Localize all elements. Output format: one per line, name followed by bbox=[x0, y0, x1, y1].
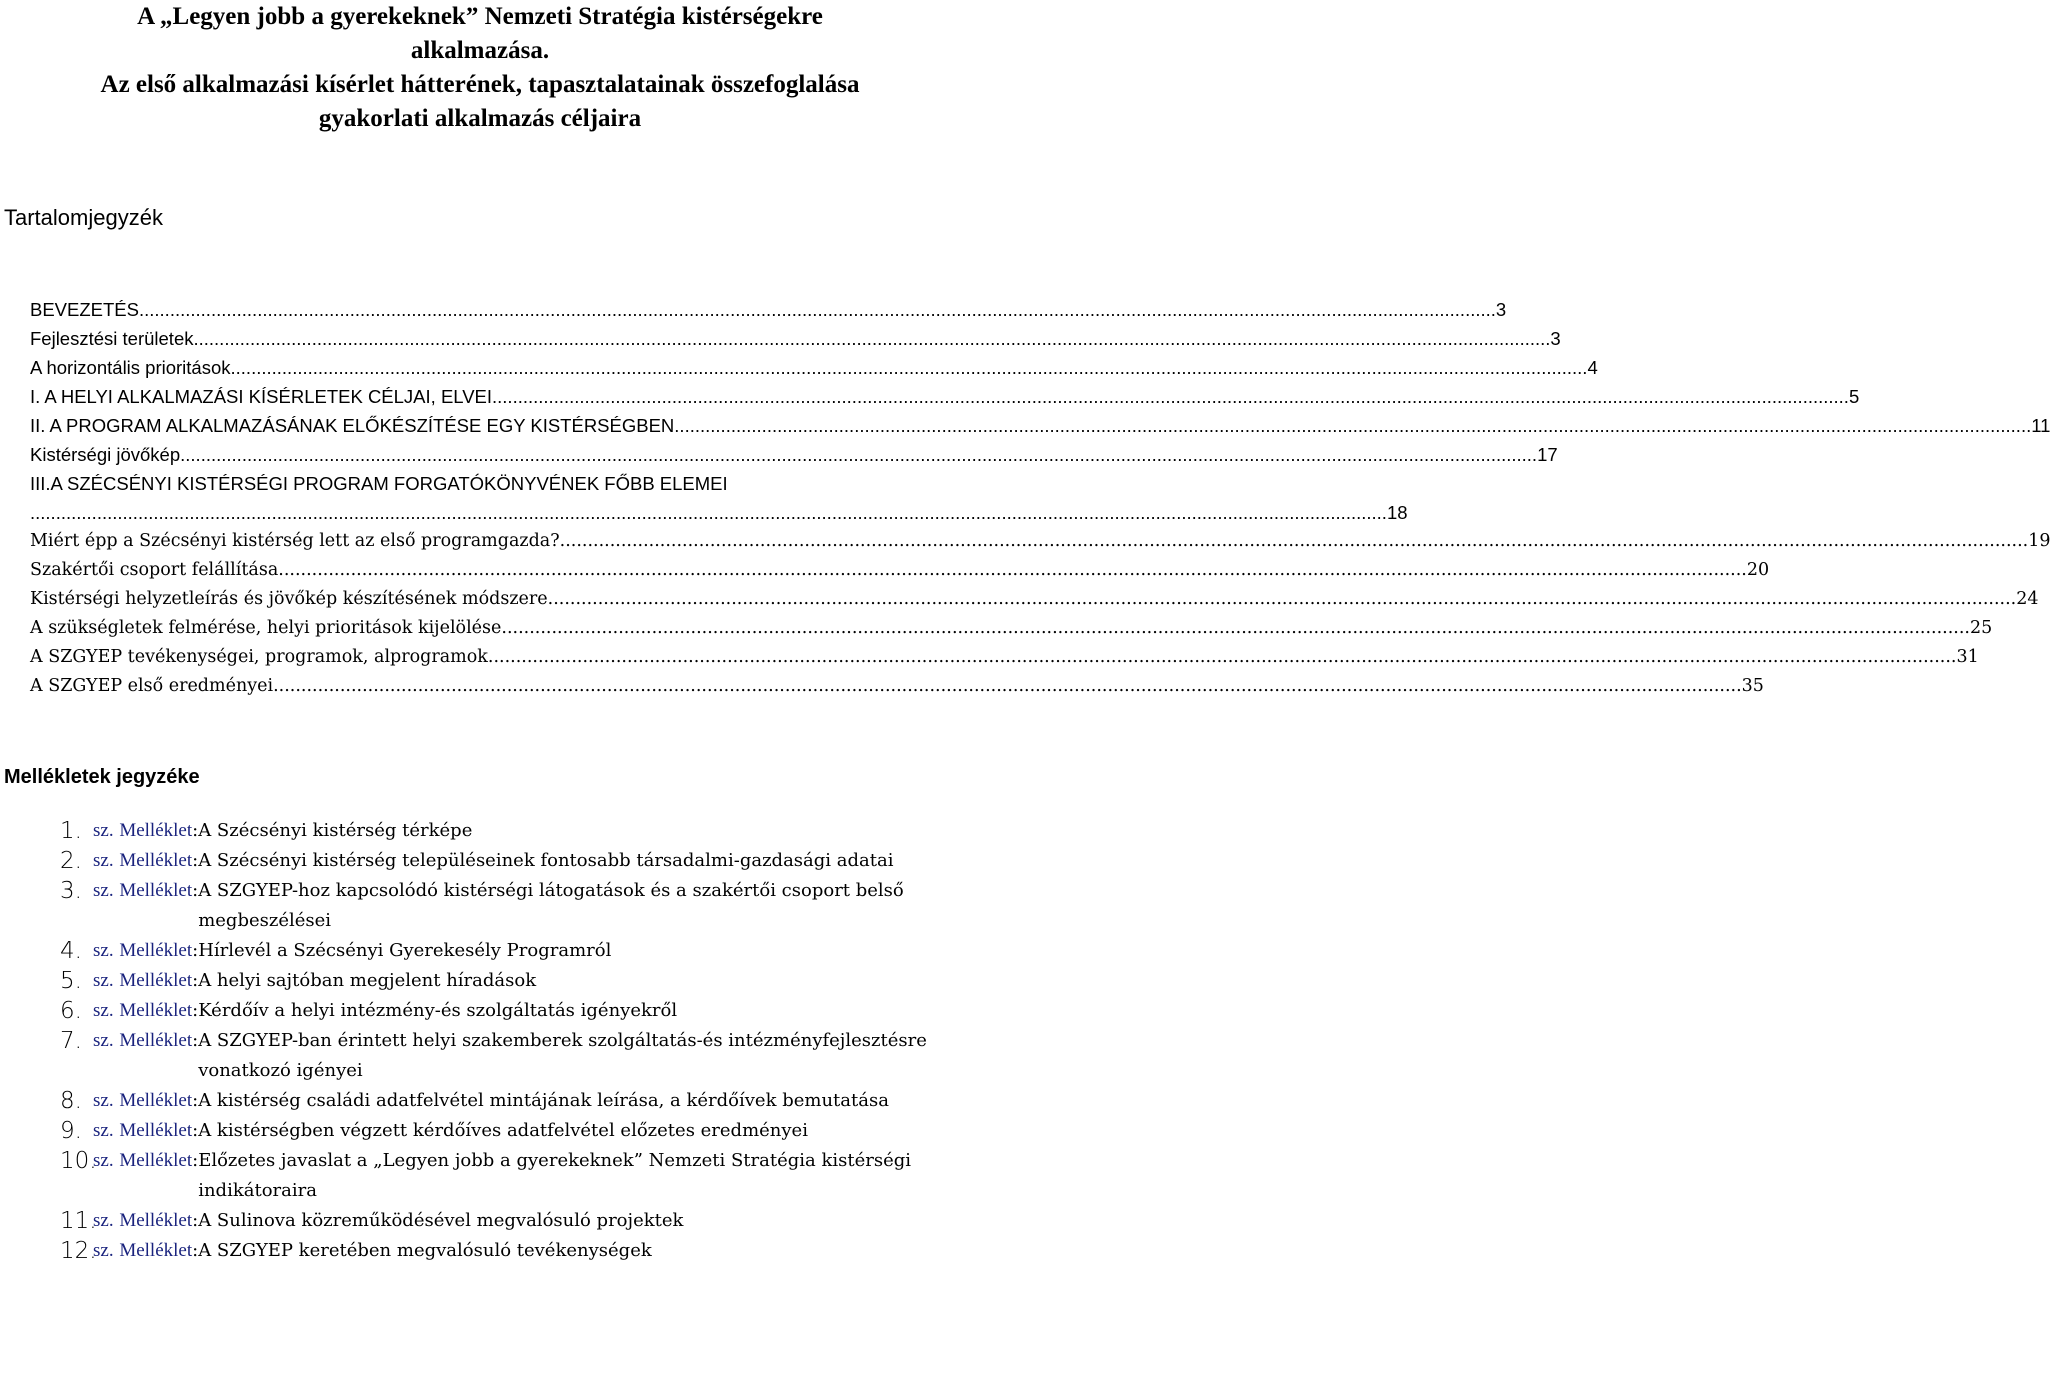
title-line-1: A „Legyen jobb a gyerekeknek” Nemzeti Stratégia kistérségekre bbox=[137, 3, 823, 30]
annex-sz-label: sz. bbox=[93, 1000, 114, 1021]
annex-item: 6. sz. Melléklet: Kérdőív a helyi intézmény-és szolgáltatás igényekről bbox=[60, 996, 940, 1026]
annex-mell-label: Melléklet bbox=[119, 820, 193, 841]
annex-text: A Sulinova közreműködésével megvalósuló projektek bbox=[198, 1210, 684, 1231]
annex-item: 2. sz. Melléklet: A Szécsényi kistérség településeinek fontosabb társadalmi-gazdasági adatai bbox=[60, 846, 940, 876]
annex-sz-label: sz. bbox=[93, 1240, 114, 1261]
annex-number: 1. bbox=[60, 818, 82, 844]
annex-sz-label: sz. bbox=[93, 1120, 114, 1141]
subtitle-line-2: gyakorlati alkalmazás céljaira bbox=[318, 105, 642, 132]
annex-item: 3. sz. Melléklet: A SZGYEP-hoz kapcsolódó kistérségi látogatások és a szakértői csoport belső megbeszélései bbox=[60, 876, 940, 936]
annex-number: 9. bbox=[60, 1118, 82, 1144]
annex-sz-label: sz. bbox=[93, 850, 114, 871]
annex-text: A Szécsényi kistérség településeinek fontosabb társadalmi-gazdasági adatai bbox=[198, 850, 894, 871]
annex-sz-label: sz. bbox=[93, 970, 114, 991]
annex-item: 1. sz. Melléklet: A Szécsényi kistérség térképe bbox=[60, 816, 940, 846]
table-of-contents bbox=[30, 295, 2050, 701]
annex-item: 11. sz. Melléklet: A Sulinova közreműködésével megvalósuló projektek bbox=[60, 1206, 940, 1236]
annex-number: 5. bbox=[60, 968, 82, 994]
annex-text: A SZGYEP keretében megvalósuló tevékenységek bbox=[198, 1240, 652, 1261]
annex-mell-label: Melléklet bbox=[119, 1120, 193, 1141]
annex-item: 4. sz. Melléklet: Hírlevél a Szécsényi Gyerekesély Programról bbox=[60, 936, 940, 966]
annex-number: 2. bbox=[60, 848, 82, 874]
annex-sz-label: sz. bbox=[93, 940, 114, 961]
annex-text: A SZGYEP-hoz kapcsolódó kistérségi látogatások és a szakértői csoport belső megbeszélései bbox=[198, 880, 904, 931]
toc-entry[interactable]: A horizontális prioritások ..... 4 bbox=[30, 353, 965, 382]
annex-mell-label: Melléklet bbox=[119, 940, 193, 961]
toc-entry[interactable]: BEVEZETÉS ..... 3 bbox=[30, 295, 965, 324]
annex-heading: Mellékletek jegyzéke bbox=[4, 766, 200, 788]
annex-number: 11. bbox=[60, 1208, 97, 1234]
annex-text: Előzetes javaslat a „Legyen jobb a gyerekeknek” Nemzeti Stratégia kistérségi indikátoraira bbox=[198, 1150, 912, 1201]
toc-entry-continuation[interactable]: ..... 18 bbox=[30, 498, 965, 527]
annex-mell-label: Melléklet bbox=[119, 970, 193, 991]
annex-text: Hírlevél a Szécsényi Gyerekesély Programról bbox=[198, 940, 612, 961]
annex-text: A kistérségben végzett kérdőíves adatfelvétel előzetes eredményei bbox=[198, 1120, 808, 1141]
toc-entry[interactable]: A SZGYEP tevékenységei, programok, alprogramok ..... 31 bbox=[30, 643, 965, 672]
toc-entry[interactable]: A SZGYEP első eredményei ..... 35 bbox=[30, 672, 965, 701]
toc-entry[interactable]: Szakértői csoport felállítása ..... 20 bbox=[30, 556, 965, 585]
annex-number: 10. bbox=[60, 1148, 97, 1174]
toc-entry[interactable]: III.A SZÉCSÉNYI KISTÉRSÉGI PROGRAM FORGATÓKÖNYVÉNEK FŐBB ELEMEI bbox=[30, 473, 728, 494]
annex-mell-label: Melléklet bbox=[119, 1240, 193, 1261]
annex-sz-label: sz. bbox=[93, 1030, 114, 1051]
annex-mell-label: Melléklet bbox=[119, 1210, 193, 1231]
annex-text: A Szécsényi kistérség térképe bbox=[198, 820, 473, 841]
annex-number: 7. bbox=[60, 1028, 82, 1054]
annex-sz-label: sz. bbox=[93, 820, 114, 841]
annex-mell-label: Melléklet bbox=[119, 1000, 193, 1021]
annex-mell-label: Melléklet bbox=[119, 1090, 193, 1111]
toc-entry[interactable]: II. A PROGRAM ALKALMAZÁSÁNAK ELŐKÉSZÍTÉSE EGY KISTÉRSÉGBEN ..... 11 bbox=[30, 411, 965, 440]
annex-item: 10. sz. Melléklet: Előzetes javaslat a „Legyen jobb a gyerekeknek” Nemzeti Stratégia kistérségi indikátoraira bbox=[60, 1146, 940, 1206]
annex-sz-label: sz. bbox=[93, 1150, 114, 1171]
annex-sz-label: sz. bbox=[93, 1210, 114, 1231]
annex-text: A helyi sajtóban megjelent híradások bbox=[198, 970, 537, 991]
annex-mell-label: Melléklet bbox=[119, 1150, 193, 1171]
annex-sz-label: sz. bbox=[93, 880, 114, 901]
toc-entry[interactable]: Kistérségi helyzetleírás és jövőkép készítésének módszere ..... 24 bbox=[30, 585, 965, 614]
toc-entry[interactable]: Miért épp a Szécsényi kistérség lett az első programgazda? ..... 19 bbox=[30, 527, 965, 556]
annex-item: 7. sz. Melléklet: A SZGYEP-ban érintett helyi szakemberek szolgáltatás-és intézményfejlesztésre vonatkozó igényei bbox=[60, 1026, 940, 1086]
annex-item: 5. sz. Melléklet: A helyi sajtóban megjelent híradások bbox=[60, 966, 940, 996]
annex-mell-label: Melléklet bbox=[119, 880, 193, 901]
annex-number: 4. bbox=[60, 938, 82, 964]
toc-entry[interactable]: Kistérségi jövőkép ..... 17 bbox=[30, 440, 965, 469]
toc-heading: Tartalomjegyzék bbox=[4, 205, 163, 230]
annex-sz-label: sz. bbox=[93, 1090, 114, 1111]
annex-text: Kérdőív a helyi intézmény-és szolgáltatás igényekről bbox=[198, 1000, 678, 1021]
annex-list bbox=[60, 816, 940, 1266]
annex-number: 8. bbox=[60, 1088, 82, 1114]
subtitle-line-1: Az első alkalmazási kísérlet hátterének, tapasztalatainak összefoglalása bbox=[100, 71, 860, 98]
toc-entry[interactable]: A szükségletek felmérése, helyi prioritások kijelölése ..... 25 bbox=[30, 614, 965, 643]
title-line-2: alkalmazása. bbox=[410, 37, 550, 64]
annex-number: 12. bbox=[60, 1238, 97, 1264]
annex-text: A SZGYEP-ban érintett helyi szakemberek szolgáltatás-és intézményfejlesztésre vonatkozó igényei bbox=[198, 1030, 927, 1081]
document-title bbox=[0, 0, 960, 136]
annex-mell-label: Melléklet bbox=[119, 850, 193, 871]
annex-item: 12. sz. Melléklet: A SZGYEP keretében megvalósuló tevékenységek bbox=[60, 1236, 940, 1266]
annex-item: 9. sz. Melléklet: A kistérségben végzett kérdőíves adatfelvétel előzetes eredményei bbox=[60, 1116, 940, 1146]
toc-entry[interactable]: I. A HELYI ALKALMAZÁSI KÍSÉRLETEK CÉLJAI, ELVEI ..... 5 bbox=[30, 382, 965, 411]
annex-item: 8. sz. Melléklet: A kistérség családi adatfelvétel mintájának leírása, a kérdőívek bemutatása bbox=[60, 1086, 940, 1116]
annex-number: 3. bbox=[60, 878, 82, 904]
annex-number: 6. bbox=[60, 998, 82, 1024]
annex-text: A kistérség családi adatfelvétel mintájának leírása, a kérdőívek bemutatása bbox=[198, 1090, 889, 1111]
toc-entry[interactable]: Fejlesztési területek ..... 3 bbox=[30, 324, 965, 353]
annex-mell-label: Melléklet bbox=[119, 1030, 193, 1051]
